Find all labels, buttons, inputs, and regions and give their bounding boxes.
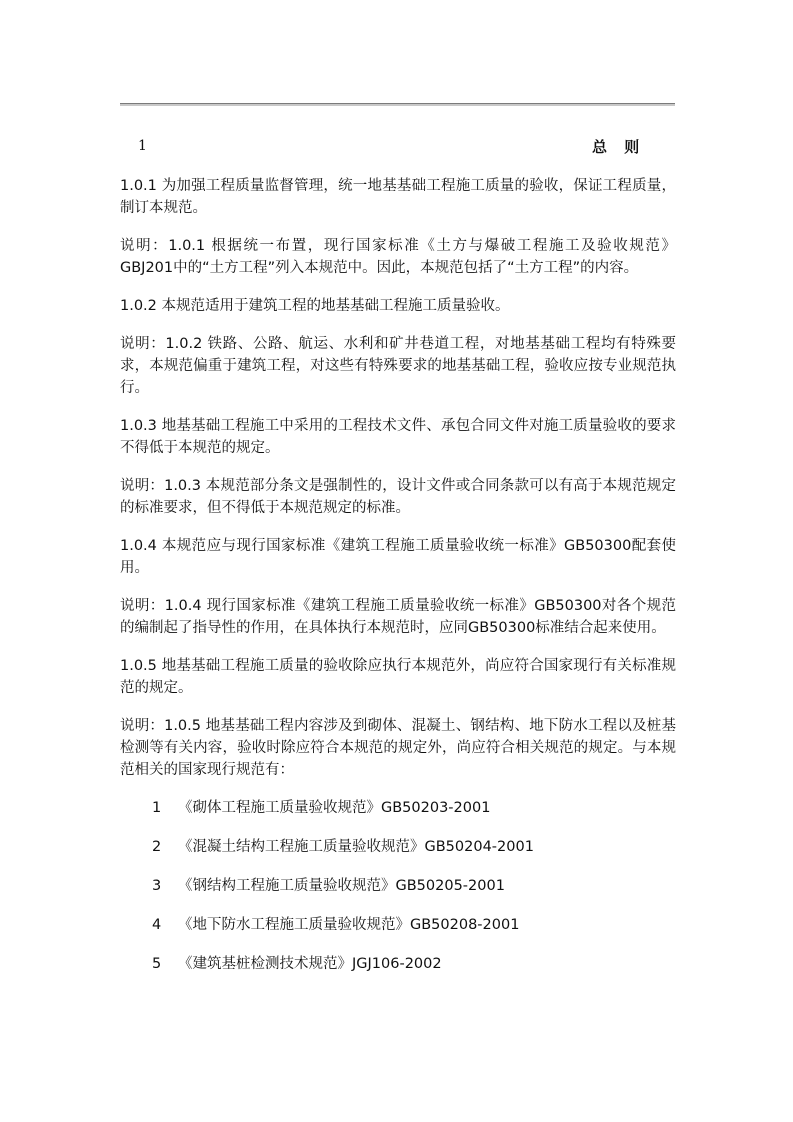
clause-1-0-4: 1.0.4 本规范应与现行国家标准《建筑工程施工质量验收统一标准》GB50300配套使用。 bbox=[120, 538, 676, 576]
list-item-number: 5 bbox=[152, 956, 162, 972]
document-body bbox=[120, 175, 676, 992]
clause-1-0-3: 1.0.3 地基基础工程施工中采用的工程技术文件、承包合同文件对施工质量验收的要求不得低于本规范的规定。 bbox=[120, 418, 676, 456]
list-item-text: 《钢结构工程施工质量验收规范》GB50205-2001 bbox=[178, 878, 505, 894]
list-item-text: 《建筑基桩检测技术规范》JGJ106-2002 bbox=[178, 956, 442, 972]
list-item-text: 《地下防水工程施工质量验收规范》GB50208-2001 bbox=[178, 917, 520, 933]
note-1-0-2: 说明：1.0.2 铁路、公路、航运、水利和矿井巷道工程，对地基基础工程均有特殊要求，本规范偏重于建筑工程，对这些有特殊要求的地基基础工程，验收应按专业规范执行。 bbox=[120, 336, 676, 396]
list-item bbox=[120, 836, 676, 858]
note-1-0-3: 说明：1.0.3 本规范部分条文是强制性的，设计文件或合同条款可以有高于本规范规定的标准要求，但不得低于本规范规定的标准。 bbox=[120, 478, 676, 516]
list-item-text: 《砌体工程施工质量验收规范》GB50203-2001 bbox=[178, 800, 491, 816]
header-rule bbox=[120, 103, 675, 106]
chapter-title: 总 则 bbox=[592, 138, 646, 156]
clause-1-0-5: 1.0.5 地基基础工程施工质量的验收除应执行本规范外，尚应符合国家现行有关标准规范的规定。 bbox=[120, 658, 676, 696]
chapter-number: 1 bbox=[138, 138, 147, 154]
reference-list bbox=[120, 797, 676, 975]
list-item bbox=[120, 797, 676, 819]
clause-1-0-1: 1.0.1 为加强工程质量监督管理，统一地基基础工程施工质量的验收，保证工程质量，制订本规范。 bbox=[120, 178, 676, 216]
note-1-0-5: 说明：1.0.5 地基基础工程内容涉及到砌体、混凝土、钢结构、地下防水工程以及桩基检测等有关内容，验收时除应符合本规范的规定外，尚应符合相关规范的规定。与本规范相关的国家现行规范有： bbox=[120, 718, 676, 778]
note-1-0-1: 说明：1.0.1 根据统一布置，现行国家标准《土方与爆破工程施工及验收规范》GBJ201中的“土方工程”列入本规范中。因此，本规范包括了“土方工程”的内容。 bbox=[120, 238, 676, 276]
clause-1-0-2: 1.0.2 本规范适用于建筑工程的地基基础工程施工质量验收。 bbox=[120, 298, 510, 314]
list-item-text: 《混凝土结构工程施工质量验收规范》GB50204-2001 bbox=[178, 839, 534, 855]
list-item-number: 1 bbox=[152, 800, 162, 816]
list-item-number: 4 bbox=[152, 917, 162, 933]
list-item-number: 2 bbox=[152, 839, 162, 855]
list-item bbox=[120, 953, 676, 975]
note-1-0-4: 说明：1.0.4 现行国家标准《建筑工程施工质量验收统一标准》GB50300对各个规范的编制起了指导性的作用，在具体执行本规范时，应同GB50300标准结合起来使用。 bbox=[120, 598, 676, 636]
list-item bbox=[120, 875, 676, 897]
list-item-number: 3 bbox=[152, 878, 162, 894]
list-item bbox=[120, 914, 676, 936]
